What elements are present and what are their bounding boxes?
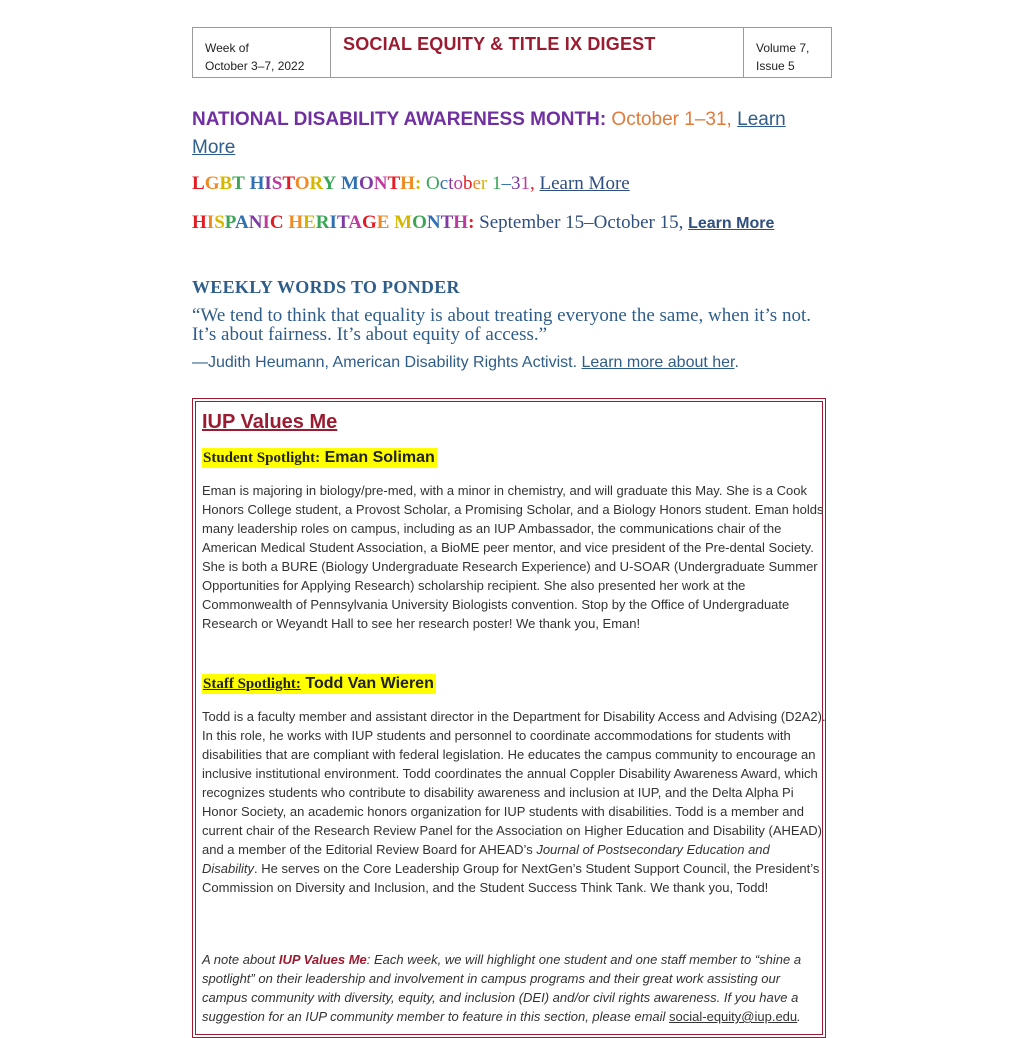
staff-text-a: Todd is a faculty member and assistant director in the Department for Disability Access and Advising (D2A2). In this role, he works with IUP students and personnel to coordinate accommodations for students with disabilities that are compliant with federal legislation. He educates the campus community to encourage an inclusive institutional environment. Todd coordinates the annual Coppler Disability Awareness Award, which recognizes students who contribute to disability awareness and inclusion at IUP, and the Delta Alpha Pi Honor Society, an academic honors organization for IUP students with disabilities. Todd is a member and current chair of the Research Review Panel for the Association on Higher Education and Disability (AHEAD) and a member of the Editorial Review Board for AHEAD’s bbox=[202, 709, 826, 857]
attribution-text: —Judith Heumann, American Disability Rights Activist. bbox=[192, 354, 578, 371]
iup-values-me-box bbox=[192, 398, 826, 1038]
hispanic-month-line bbox=[192, 212, 832, 234]
hispanic-word: HISPANIC bbox=[192, 212, 284, 233]
learn-more-about-her-link[interactable]: Learn more about her bbox=[581, 354, 735, 371]
lgbt-word: LGBT bbox=[192, 173, 245, 194]
iup-values-me-title[interactable]: IUP Values Me bbox=[202, 411, 338, 433]
note-end: . bbox=[797, 1009, 801, 1024]
student-name: Eman Soliman bbox=[324, 449, 435, 466]
history-word: HISTORY bbox=[249, 173, 337, 194]
attribution-end: . bbox=[734, 354, 739, 371]
email-link[interactable]: social-equity@iup.edu bbox=[669, 1009, 798, 1024]
volume-number: Volume 7, bbox=[756, 41, 810, 55]
iup-values-me-inner bbox=[195, 401, 826, 1035]
hispanic-learn-more-link[interactable]: Learn More bbox=[688, 215, 775, 232]
staff-name: Todd Van Wieren bbox=[305, 675, 434, 692]
ponder-heading: WEEKLY WORDS TO PONDER bbox=[192, 277, 460, 297]
issue-volume bbox=[744, 28, 831, 77]
staff-text-b: . He serves on the Core Leadership Group for NextGen’s Student Support Council, the President’s Commission on Diversity and Inclusion, and the Student Success Think Tank. We thank you, Todd! bbox=[202, 861, 820, 895]
staff-spotlight-text bbox=[202, 707, 827, 897]
issue-week bbox=[193, 28, 331, 77]
week-label: Week of bbox=[205, 41, 249, 55]
newsletter-title: SOCIAL EQUITY & TITLE IX DIGEST bbox=[331, 28, 744, 77]
heritage-word: HERITAGE bbox=[288, 212, 390, 233]
newsletter-header bbox=[192, 27, 832, 78]
ponder-quote: “We tend to think that equality is about treating everyone the same, when it’s not. It’s about fairness. It’s about equity of access.” bbox=[192, 305, 811, 345]
month-word: MONTH: bbox=[341, 173, 422, 194]
student-spotlight-label: Student Spotlight: bbox=[203, 450, 321, 466]
staff-spotlight-label: Staff Spotlight: bbox=[203, 676, 301, 692]
disability-month-line bbox=[192, 106, 832, 162]
hispanic-month-label bbox=[192, 212, 479, 233]
week-dates: October 3–7, 2022 bbox=[205, 59, 305, 73]
lgbt-month-label bbox=[192, 173, 426, 194]
disability-month-dates: October 1–31, bbox=[611, 109, 732, 130]
iup-values-me-note bbox=[202, 950, 822, 1026]
disability-learn-more-link[interactable]: Learn More bbox=[192, 109, 786, 158]
lgbt-month-dates: October 1–31, bbox=[426, 173, 535, 194]
lgbt-month-line bbox=[192, 173, 832, 195]
student-spotlight-text: Eman is majoring in biology/pre-med, with a minor in chemistry, and will graduate this May. She is a Cook Honors College student, a Provost Scholar, a Promising Scholar, and a Biology Honors student. Eman holds many leadership roles on campus, including as an IUP Ambassador, the communications chair of the American Medical Student Association, a BioME peer mentor, and vice president of the Pre-dental Society. She is both a BURE (Biology Undergraduate Research Experience) and U-SOAR (Undergraduate Summer Opportunities for Applying Research) scholarship recipient. She also presented her work at the Commonwealth of Pennsylvania University Biologists convention. Stop by the Office of Undergraduate Research or Weyandt Hall to see her research poster! We thank you, Eman! bbox=[202, 483, 824, 631]
note-prefix: A note about bbox=[202, 952, 276, 967]
disability-month-label: NATIONAL DISABILITY AWARENESS MONTH: bbox=[192, 109, 607, 130]
note-text: : Each week, we will highlight one student and one staff member to “shine a spotlight” on their leadership and involvement in campus programs and their great work assisting our campus community with diversity, equity, and inclusion (DEI) and/or civil rights awareness. If you have a suggestion for an IUP community member to feature in this section, please email bbox=[202, 952, 802, 1024]
staff-spotlight-heading bbox=[202, 674, 436, 694]
ponder-attribution bbox=[192, 354, 739, 372]
lgbt-learn-more-link[interactable]: Learn More bbox=[539, 173, 630, 194]
note-brand: IUP Values Me bbox=[278, 952, 367, 967]
journal-title: Journal of Postsecondary Education and Disability bbox=[202, 842, 770, 876]
hispanic-month-dates: September 15–October 15, bbox=[479, 212, 684, 233]
month-word-2: MONTH: bbox=[394, 212, 475, 233]
student-spotlight-heading bbox=[202, 448, 437, 468]
issue-number: Issue 5 bbox=[756, 59, 795, 73]
